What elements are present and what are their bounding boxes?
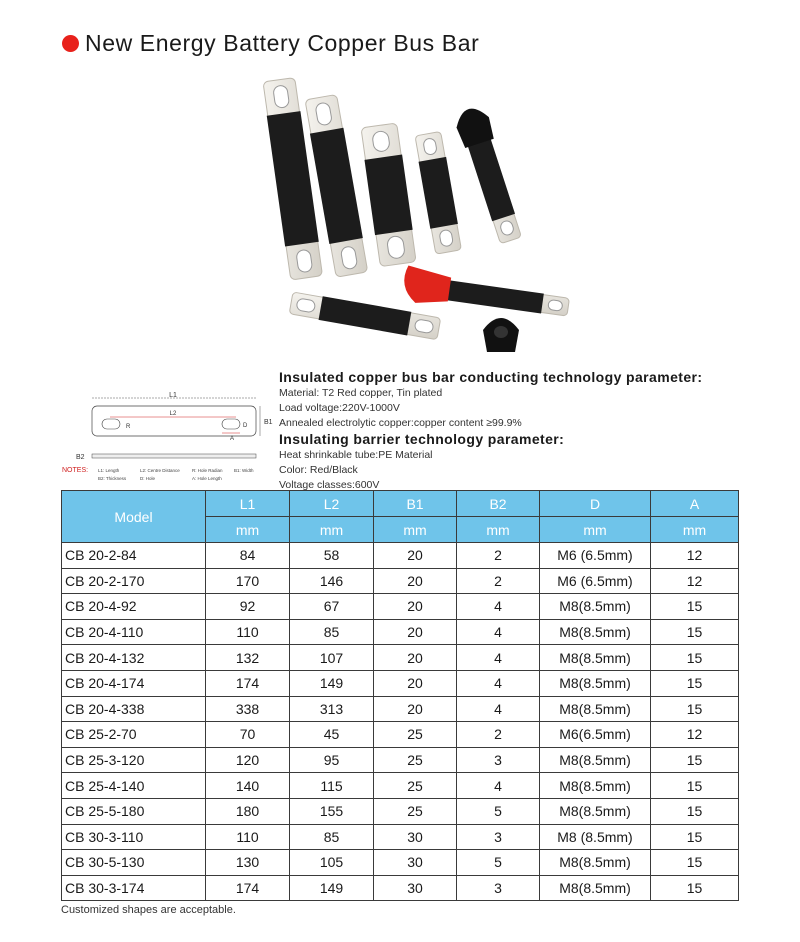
conductor-param-line: Material: T2 Red copper, Tin plated	[279, 387, 443, 399]
table-body	[62, 543, 739, 901]
table-row	[62, 722, 739, 748]
table-cell: 4	[457, 594, 540, 620]
table-cell: 92	[206, 594, 290, 620]
table-cell: 20	[374, 696, 457, 722]
table-cell: 2	[457, 722, 540, 748]
conductor-param-line: Load voltage:220V-1000V	[279, 402, 400, 414]
table-cell: 4	[457, 670, 540, 696]
table-cell: 84	[206, 543, 290, 569]
column-header: L1	[206, 491, 290, 517]
table-cell: 15	[651, 875, 739, 901]
table-cell: 15	[651, 798, 739, 824]
unit-header: mm	[206, 517, 290, 543]
table-cell: 110	[206, 824, 290, 850]
note-item: L1: Length	[98, 468, 120, 473]
column-header: L2	[290, 491, 374, 517]
table-cell: 20	[374, 568, 457, 594]
red-dot-icon	[62, 35, 79, 52]
diagram-label-b1: B1	[264, 419, 273, 426]
footnote: Customized shapes are acceptable.	[61, 904, 236, 916]
insulation-param-line: Voltage classes:600V	[279, 479, 380, 491]
note-item: L2: Centre Distance	[140, 468, 180, 473]
page-title	[62, 30, 479, 57]
table-cell: 146	[290, 568, 374, 594]
table-cell: 12	[651, 543, 739, 569]
table-cell: 12	[651, 568, 739, 594]
table-cell: 4	[457, 696, 540, 722]
table-row	[62, 619, 739, 645]
column-header: D	[540, 491, 651, 517]
table-cell: M6 (6.5mm)	[540, 568, 651, 594]
table-cell: M6(6.5mm)	[540, 722, 651, 748]
table-cell: 5	[457, 798, 540, 824]
table-row	[62, 568, 739, 594]
column-header-model: Model	[62, 491, 206, 543]
table-cell: 338	[206, 696, 290, 722]
table-cell: 15	[651, 747, 739, 773]
dimension-diagram	[60, 384, 282, 484]
table-row	[62, 798, 739, 824]
table-cell: M8(8.5mm)	[540, 798, 651, 824]
spec-table	[61, 490, 739, 901]
page-title-text: New Energy Battery Copper Bus Bar	[85, 30, 480, 56]
note-item: B1: Width	[234, 468, 254, 473]
column-header: B1	[374, 491, 457, 517]
table-cell: 3	[457, 747, 540, 773]
table-cell: 15	[651, 670, 739, 696]
table-cell: 4	[457, 773, 540, 799]
table-cell: M8(8.5mm)	[540, 619, 651, 645]
table-cell: 180	[206, 798, 290, 824]
table-cell: 15	[651, 696, 739, 722]
table-cell: 30	[374, 824, 457, 850]
model-cell: CB 25-2-70	[62, 722, 206, 748]
table-cell: M8(8.5mm)	[540, 594, 651, 620]
table-cell: M8(8.5mm)	[540, 850, 651, 876]
diagram-label-d: D	[243, 423, 248, 429]
table-cell: 3	[457, 824, 540, 850]
table-cell: 130	[206, 850, 290, 876]
table-cell: 140	[206, 773, 290, 799]
table-cell: 25	[374, 722, 457, 748]
table-cell: 15	[651, 594, 739, 620]
notes-label: NOTES:	[62, 467, 89, 474]
conductor-params-heading: Insulated copper bus bar conducting technology parameter:	[279, 369, 703, 385]
diagram-label-r: R	[126, 424, 131, 430]
table-cell: 4	[457, 645, 540, 671]
model-cell: CB 20-2-170	[62, 568, 206, 594]
table-cell: 107	[290, 645, 374, 671]
unit-header: mm	[290, 517, 374, 543]
table-cell: 170	[206, 568, 290, 594]
model-cell: CB 30-5-130	[62, 850, 206, 876]
table-cell: M8(8.5mm)	[540, 747, 651, 773]
table-cell: 313	[290, 696, 374, 722]
table-cell: M8 (8.5mm)	[540, 824, 651, 850]
model-cell: CB 20-4-110	[62, 619, 206, 645]
insulation-params-heading: Insulating barrier technology parameter:	[279, 431, 565, 447]
table-cell: 25	[374, 773, 457, 799]
table-cell: 120	[206, 747, 290, 773]
model-cell: CB 20-4-92	[62, 594, 206, 620]
table-cell: 3	[457, 875, 540, 901]
model-cell: CB 20-4-174	[62, 670, 206, 696]
table-cell: 4	[457, 619, 540, 645]
table-cell: 85	[290, 824, 374, 850]
model-cell: CB 25-3-120	[62, 747, 206, 773]
table-row	[62, 824, 739, 850]
table-cell: 30	[374, 875, 457, 901]
unit-header: mm	[651, 517, 739, 543]
table-row	[62, 543, 739, 569]
table-cell: 85	[290, 619, 374, 645]
note-item: D: Hole	[140, 476, 156, 481]
diagram-label-l2: L2	[169, 411, 177, 417]
table-row	[62, 747, 739, 773]
insulation-param-line: Color: Red/Black	[279, 464, 358, 476]
busbar-image	[452, 104, 527, 246]
column-header: B2	[457, 491, 540, 517]
model-cell: CB 30-3-110	[62, 824, 206, 850]
table-cell: 25	[374, 798, 457, 824]
model-cell: CB 20-4-338	[62, 696, 206, 722]
table-cell: 174	[206, 875, 290, 901]
parameters-block	[279, 369, 759, 493]
model-cell: CB 20-2-84	[62, 543, 206, 569]
diagram-label-b2: B2	[76, 454, 85, 461]
table-cell: 15	[651, 850, 739, 876]
busbar-image	[360, 123, 417, 267]
terminal-cap-image	[483, 318, 519, 352]
table-cell: 2	[457, 568, 540, 594]
table-cell: M8(8.5mm)	[540, 773, 651, 799]
table-cell: 149	[290, 670, 374, 696]
table-cell: 20	[374, 670, 457, 696]
table-cell: 30	[374, 850, 457, 876]
diagram-label-l1: L1	[169, 392, 177, 399]
table-cell: 20	[374, 645, 457, 671]
table-cell: 15	[651, 824, 739, 850]
model-cell: CB 30-3-174	[62, 875, 206, 901]
conductor-param-line: Annealed electrolytic copper:copper content ≥99.9%	[279, 417, 522, 429]
table-cell: 105	[290, 850, 374, 876]
unit-header: mm	[374, 517, 457, 543]
table-cell: 174	[206, 670, 290, 696]
table-cell: 155	[290, 798, 374, 824]
table-cell: 110	[206, 619, 290, 645]
table-row	[62, 594, 739, 620]
table-cell: 15	[651, 619, 739, 645]
table-cell: 58	[290, 543, 374, 569]
table-cell: 20	[374, 619, 457, 645]
table-cell: 149	[290, 875, 374, 901]
note-item: R: Hole Radian	[192, 468, 223, 473]
busbar-image	[414, 131, 462, 254]
table-cell: M6 (6.5mm)	[540, 543, 651, 569]
insulation-param-line: Heat shrinkable tube:PE Material	[279, 449, 433, 461]
table-row	[62, 773, 739, 799]
table-cell: 70	[206, 722, 290, 748]
unit-header: mm	[540, 517, 651, 543]
table-row	[62, 670, 739, 696]
table-cell: 20	[374, 543, 457, 569]
table-cell: 95	[290, 747, 374, 773]
table-row	[62, 850, 739, 876]
table-cell: 5	[457, 850, 540, 876]
note-item: B2: Thickness	[98, 476, 127, 481]
table-cell: 115	[290, 773, 374, 799]
model-cell: CB 25-5-180	[62, 798, 206, 824]
table-cell: 132	[206, 645, 290, 671]
model-cell: CB 20-4-132	[62, 645, 206, 671]
table-cell: M8(8.5mm)	[540, 696, 651, 722]
table-cell: 15	[651, 773, 739, 799]
table-cell: 45	[290, 722, 374, 748]
table-cell: 67	[290, 594, 374, 620]
table-cell: M8(8.5mm)	[540, 645, 651, 671]
table-cell: 15	[651, 645, 739, 671]
table-cell: 12	[651, 722, 739, 748]
table-header-row	[62, 491, 739, 517]
table-row	[62, 875, 739, 901]
unit-header: mm	[457, 517, 540, 543]
table-row	[62, 696, 739, 722]
table-cell: M8(8.5mm)	[540, 875, 651, 901]
product-photo	[225, 70, 605, 360]
table-cell: M8(8.5mm)	[540, 670, 651, 696]
table-cell: 2	[457, 543, 540, 569]
table-cell: 20	[374, 594, 457, 620]
column-header: A	[651, 491, 739, 517]
diagram-label-a: A	[230, 436, 235, 442]
model-cell: CB 25-4-140	[62, 773, 206, 799]
table-cell: 25	[374, 747, 457, 773]
note-item: A: Hole Length	[192, 476, 222, 481]
table-row	[62, 645, 739, 671]
